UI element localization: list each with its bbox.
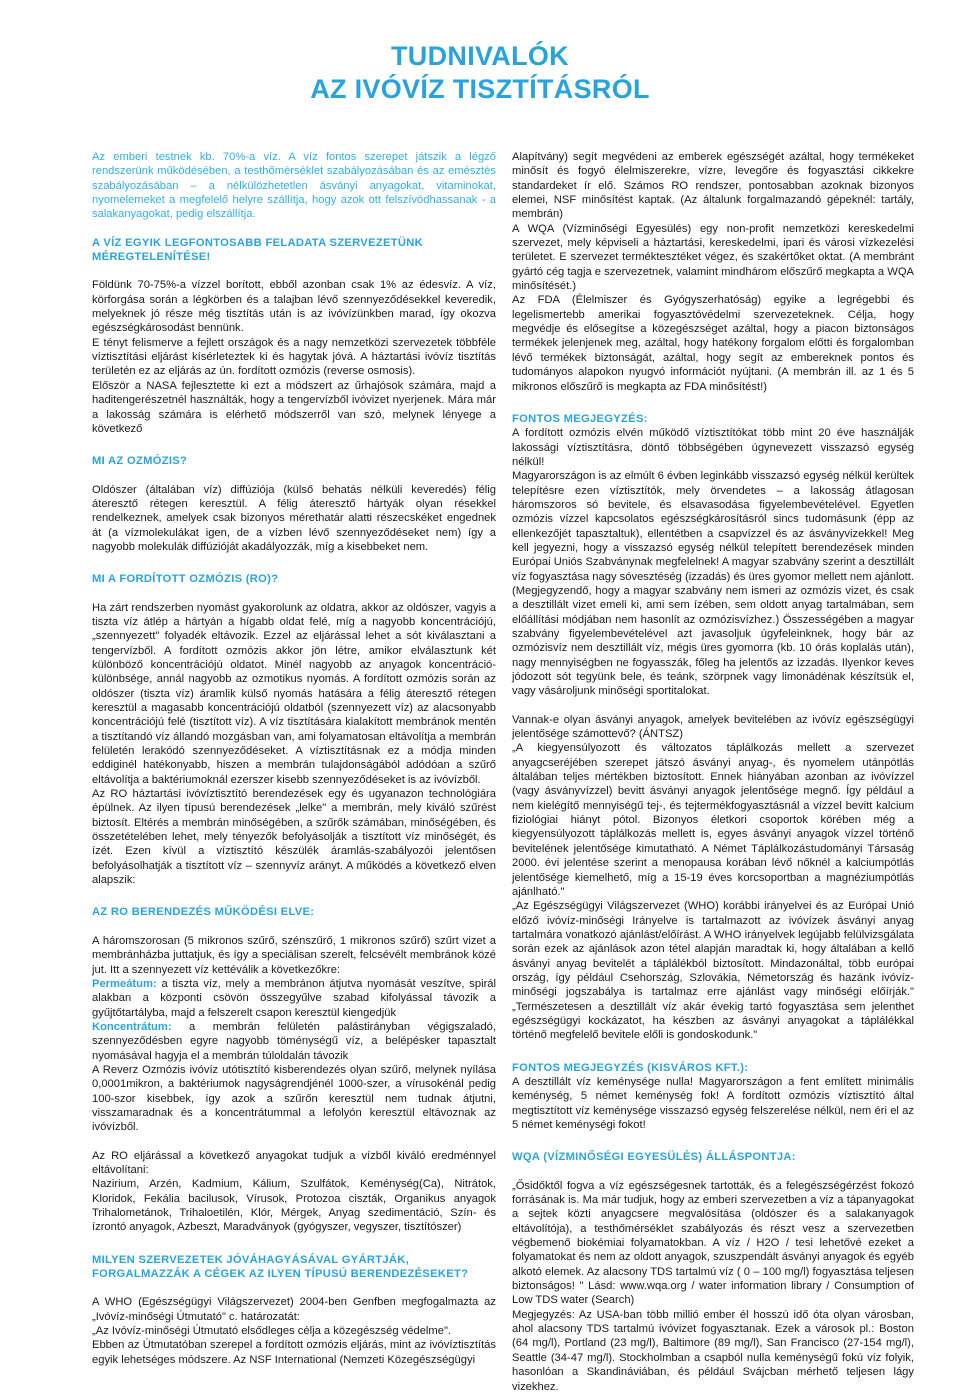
right-column [512,150,914,1394]
paragraph-ro-2: Az RO háztartási ivóvíztisztító berendezések egy és ugyanazon technológiára épülnek. Az ilyen típusú berendezések „lelke" a membrán, mely kiváló szűrést biztosít. Eltérés a membrán minőségében, a szűrők számában, minőségében, és összetételében lehet, mely tényezők befolyásolják a tisztított víz minőségét, és ízét. Ezen kívül a víztisztító készülék áramlás-szabályozói jelentősen befolyásolhatják a tisztított víz – szennyvíz arányt. A működés a következő elven alapszik: [92,788,496,887]
paragraph-ro-1: Ha zárt rendszerben nyomást gyakorolunk az oldatra, akkor az oldószer, vagyis a tiszta víz átlép a hártyán a hígabb oldat felé, míg a nagyobb koncentrációjú, „szennyezett" folyadék eltávozik. Ezzel az eljárással lehet a sót kiválasztani a tengervízből. A fordított ozmózis akkor jön létre, amikor elválasztunk két különböző koncentrációjú oldatot. Minél nagyobb az anyagok koncentráció-különbsége, annál nagyobb az ozmotikus nyomás. A fordított ozmózis során az oldószer (tiszta víz) áramlik külső nyomás hatására a félig áteresztő rétegen keresztül a magasabb koncentrációjú oldatból (szennyezett víz) az alacsonyabb koncentrációjú felé (tisztított víz). A víz tisztítására kialakított membránok mentén a tisztítandó víz állandó mozgásban van, ami folyamatosan eltávolítja a membrán felületén lerakódó szennyeződéseket. A víztisztításnak ez a módja minden eddiginél hatékonyabb, hiszen a membrán tulajdonságából adódóan a szűrő eltávolítja a baktériumoknál ezerszer kisebb szennyeződéseket is az ivóvízből. [92,601,496,786]
permeate-text: a tiszta víz, mely a membránon átjutva nyomását veszítve, spirál alakban a központi csövön összegyűlve szabad kifolyással távozik a gyűjtőtartályba, majd a felszerelt csapon keresztül kiengedjük [92,977,496,1019]
paragraph-concentrate [92,1020,496,1063]
paragraph-work-2: A Reverz Ozmózis ivóvíz utótisztító kisberendezés olyan szűrő, melynek nyílása 0,0001mikron, a baktériumok nagyságrendjénél 1000-szer, a vírusokénál pedig 100-szor kisebbek, így azok a szűrőn keresztül nem tudnak átjutni, visszamaradnak és a koncentrátummal a lefolyón keresztül eltávoznak az ivóvízből. [92,1063,496,1134]
paragraph-fact: E tényt felismerve a fejlett országok és a nagy nemzetközi szervezetek többféle víztisztítási eljárást kísérleteztek ki és hagytak jóvá. A háztartási ivóvíz tisztítás területén ez az eljárás az ún. fordított ozmózis (reverse osmosis). [92,336,496,378]
heading-wqa-position: WQA (VÍZMINŐSÉGI EGYESÜLÉS) ÁLLÁSPONTJA: [512,1151,796,1164]
heading-task: A VÍZ EGYIK LEGFONTOSABB FELADATA SZERVEZETÜNK MÉREGTELENÍTÉSE! [92,236,423,264]
paragraph-earth: Földünk 70-75%-a vízzel borított, ebből azonban csak 1% az édesvíz. A víz, körforgása során a légkörben és a talajban lévő szennyeződésekkel keveredik, melyeknek jó része még tisztítás után is az ivóvízünkben marad, így okozva egészségkárosodást bennünk. [92,279,496,335]
heading-note-kisvaros: FONTOS MEGJEGYZÉS (KISVÁROS KFT.): [512,1061,749,1074]
heading-reverse-osmosis: MI A FORDÍTOTT OZMÓZIS (RO)? [92,573,279,586]
left-column [92,150,496,1367]
paragraph-note-2: Magyarországon is az elmúlt 6 évben leginkább visszazsó egység nélkül kerültek telepítésre ezen víztisztítók, mely örvendetes – a lakosság átlagosan háromszoros só bevitele, és elsavasodása figyelembevételével. Egyetlen ozmózis vízzel kapcsolatos egészségkárosításról sincs tudomásunk (épp az ellenkezőjét tapasztaltuk), ellentétben a csapvízzel és az ásványvizekkel! Meg kell jegyezni, hogy a visszazsó egység nélkül telepített berendezések minden Európai Uniós Szabványnak megfelelnek! A magyar szabvány szerint a desztillált víz fogyasztása nagy sóvesztéség (izzadás) és üres gyomor mellett nem ajánlott. (Megjegyzendő, hogy a magyar szabvány nem ismeri az ozmózis vizet, és csak a desztillált vizet emeli ki, ami sem ízében, sem oldott anyag tartalmában, sem előállítási módjában nem hasonlít az ozmózisvízhez.) Összességében a magyar szabvány figyelembevételével azt javasoljuk úgyfeleinknek, hogy bár az ozmózisvíz nem desztillált víz, mégis üres gyomorra (kb. 10 órás koplalás után), nagy mennyiségben ne fogyasszák, főleg ha jelentős az izzadás. Ilyenkor keves jódozott sót tegyünk bele, és teánk, szörpnek vagy limonádénak készítsük el, vagy vásároljunk minőségi sportitalokat. [512,470,914,698]
heading-important-note: FONTOS MEGJEGYZÉS: [512,412,648,425]
concentrate-text: a membrán felületén palástirányban végigszaladó, szennyeződésben egyre nagyobb töménységű víz, a belépésker tapasztalt nyomásával hagyja el a membrán túloldalán távozik [92,1020,496,1062]
intro-paragraph: Az emberi testnek kb. 70%-a víz. A víz fontos szerepet játszik a légző rendszerünk működésében, a testhőmérséklet szabályozásában és az emésztés szabályozásában – a nélkülözhetetlen ásványi anyagokat, vitaminokat, nyomelemeket a megfelelő helyre szállítja, hogy azok ott felszívódhassanak - a salakanyagokat, pedig elszállítja. [92,151,496,221]
paragraph-who-end: Ebben az Útmutatóban szerepel a fordított ozmózis eljárás, mint az ivóvíztisztítás egyik lehetséges módszere. Az NSF International (Nemzeti Közegészségügyi [92,1339,496,1366]
page-title-line-1: TUDNIVALÓK [391,41,569,71]
heading-working-principle: AZ RO BERENDEZÉS MŰKÖDÉSI ELVE: [92,906,315,919]
paragraph-who-quote: „Az Ivóvíz-minőségi Útmutató elsődleges célja a közegészség védelme". [92,1325,452,1338]
paragraph-who: A WHO (Egészségügyi Világszervezet) 2004-ben Genfben megfogalmazta az „Ivóvíz-minőségi Útmutató" c. határozatát: [92,1296,496,1323]
paragraph-answer-1: „A kiegyensúlyozott és változatos táplálkozás mellett a szervezet anyagcseréjében szerepet játszó ásványi anyag-, és nyomelem utánpótlás általában teljes mértékben biztosított. Ennek hiányában azonban az ivóvízzel (vagy ásványvízzel) bevitt ásványi anyagok jelentősége megnő. Így például a nem kielégítő mennyiségű tej-, és tejtermékfogyasztásnál a vízzel bevitt kalcium fiziológiai hiányt pótol. Bizonyos életkori csoportok körében még a kiegyensúlyozott táplálkozás mellett is, egyes ásványi anyagok vízzel történő bevitelének jelentősége kimutatható. A Német Táplálkozástudományi Társaság 2000. évi jelentése szerint a menopausa korában lévő nőknél a kalciumpótlás jelentősége kiemelhető, míg a 15-19 éves korcsoportban a magnéziumpótlás ajánlható." [512,742,914,898]
paragraph-osmosis: Oldószer (általában víz) diffúziója (külső behatás nélküli keveredés) félig áteresztő rétegen keresztül. A félig áteresztő hártyák olyan résekkel rendelkeznek, amelyek csak bizonyos mérethatár alatti részecskéket engednek át (a vízmolekulákat igen, de a vízben lévő szennyeződéseket nem) így a nagyobb molekulák diffúzióját akadályozzák, míg a kisebbeket nem. [92,483,496,553]
paragraph-note-kisvaros: A desztillált víz keménysége nulla! Magyarországon a fent említett minimális keménység, 5 német keménység fok! A fordított ozmózis víztisztító által megtisztított víz keménysége visszazsó egység felszerelése nélkül, nem éri el az 5 német keménységi fokot! [512,1075,914,1131]
paragraph-fda: Az FDA (Élelmiszer és Gyógyszerhatóság) egyike a legrégebbi és legelismertebb amerikai fogyasztóvédelmi szervezeteknek. Célja, hogy megvédje és elősegítse a közegészséget azáltal, hogy a piacon biztonságos termékek jelenjenek meg, azáltal, hogy hatékony forgalom előtti és forgalomban lévő termékek biztonságát, azáltal, hogy segít az embereknek pontos és tudományos alapokon nyugvó információt nyújtani. (A membrán ill. az 1 és 5 mikronos előszűrő is megkapta az FDA minősítést!) [512,294,914,393]
permeate-label: Permeátum: [92,977,157,990]
paragraph-remove-intro: Az RO eljárással a következő anyagokat tudjuk a vízből kiváló eredménnyel eltávolítani: [92,1149,496,1176]
page-title [0,40,960,106]
paragraph-wqa-position: „Ősidőktől fogva a víz egészségesnek tartották, és a felegészségérzést fokozó forrásának is. Ma már tudjuk, hogy az emberi szervezetben a víz a tápanyagokat a sejtek közti anyagcsere megvalósítása (oldószer és a salakanyagok eltávolítója), a testhőmérséklet szabályozás és részt vesz a szervezetben végbemenő biokémiai folyamatokban. A víz / H2O / tesi lehetővé ezeket a folyamatokat és nem az oldott anyagok, szuszpendált ásványi anyagok és egyéb alkotó elemek. Az alacsony TDS tartalmú víz ( 0 – 100 mg/l) fogyasztása teljesen biztonságos! " Lásd: www.wqa.org / water information library / Consumption of Low TDS water (Search) [512,1179,914,1307]
page-title-line-2: AZ IVÓVÍZ TISZTÍTÁSRÓL [310,74,650,104]
paragraph-question: Vannak-e olyan ásványi anyagok, amelyek bevitelében az ivóvíz egészségügyi jelentősége számottevő? (ÁNTSZ) [512,713,914,741]
paragraph-note-1: A fordított ozmózis elvén működő víztisztítókat több mint 20 éve használják lakossági víztisztításra, döntő többségében úgynevezett visszazsó egység nélkül! [512,427,914,468]
paragraph-work-1: A háromszorosan (5 mikronos szűrő, szénszűrő, 1 mikronos szűrő) szűrt vizet a membránházba juttatjuk, és így a speciálisan szerelt, felcsévélt membránok közé jut. Itt a szennyezett víz kettéválik a következőkre: [92,934,496,976]
paragraph-answer-2: „Az Egészségügyi Világszervezet (WHO) korábbi irányelvei és az Európai Unió előző ivóvíz-minőségi Irányelve is tartalmazott az ivóvízek ásványi anyag tartalmára vonatkozó ajánlást/előírást. A WHO irányelvek legújabb felülvizsgálata során ezek az ajánlások azon tétel alapján maradtak ki, hogy általában a kellő ásványi anyag bevitelét a táplálékból biztosított. Mindazonáltal, több európai ország, így például Csehország, Szlovákia, Németország és hazánk ivóvíz-minőségi jogszabálya is tartalmaz erre ajánlást vagy minőségi előírják." „Természetesen a desztillált víz akár évekig tartó fogyasztása sem jelenthet egészségügyi kockázatot, ha készben az ásványi anyagokat a táplálékkal történő megfelelő bevitele előli is gondoskodunk." [512,900,914,1042]
paragraph-remove-list: Nazirium, Arzén, Kadmium, Kálium, Szulfátok, Keménység(Ca), Nitrátok, Kloridok, Fekália bacilusok, Vírusok, Protozoa ciszták, Organikus anyagok Trihalometánok, Trihaloetilén, Klór, Mérgek, Anyag szedimentáció, Szín- és ízrontó anyagok, Azbeszt, Maradványok (gyógyszer, vegyszer, tisztítószer) [92,1178,496,1234]
heading-osmosis: MI AZ OZMÓZIS? [92,455,188,468]
paragraph-permeate [92,977,496,1020]
paragraph-nsf: Alapítvány) segít megvédeni az emberek egészségét azáltal, hogy termékeket minősít és fogyó élelmiszerekre, vízre, levegőre és fogyasztási cikkekre standardeket ír elő. Számos RO rendszer, pontosabban azoknak bizonyos elemei, NSF minősítést kaptak. (Az általunk forgalmazandó gépeknél: tartály, membrán) [512,151,914,221]
paragraph-wqa-note: Megjegyzés: Az USA-ban több millió ember él hosszú idő óta olyan városban, ahol alacsony TDS tartalmú ivóvizet fogyasztanak. Ezek a városok pl.: Boston (64 mg/l), Portland (23 mg/l), Baltimore (89 mg/l), San Francisco (27-154 mg/l), Seattle (34-47 mg/l). Stockholmban a csapból nulla keménységű fokú víz folyik, hasonlóan a Skandináviában, és például Svájcban mérhető teljesen lágy vizekhez. [512,1308,914,1393]
concentrate-label: Koncentrátum: [92,1020,172,1033]
heading-organizations: MILYEN SZERVEZETEK JÓVÁHAGYÁSÁVAL GYÁRTJÁK, FORGALMAZZÁK A CÉGEK AZ ILYEN TÍPUSÚ BERENDEZÉSEKET? [92,1253,469,1281]
paragraph-nasa: Először a NASA fejlesztette ki ezt a módszert az űrhajósok számára, majd a haditengerészetnél használták, hogy a tengervízből ivóvizet nyerjenek. Mára már a lakosság számára is elérhető módszerről van szó, melynek lényege a következő [92,379,496,435]
paragraph-wqa: A WQA (Vízminőségi Egyesülés) egy non-profit nemzetközi kereskedelmi szervezet, mely képviseli a háztartási, kereskedelmi, ipari és városi vízkezelési területet. E szervezet terméktesztéket végez, és szakértőket oktat. (A membránt gyártó cég tagja e szervezetnek, valamint mindhárom előszűrő megkapta a WQA minősítését.) [512,222,914,293]
